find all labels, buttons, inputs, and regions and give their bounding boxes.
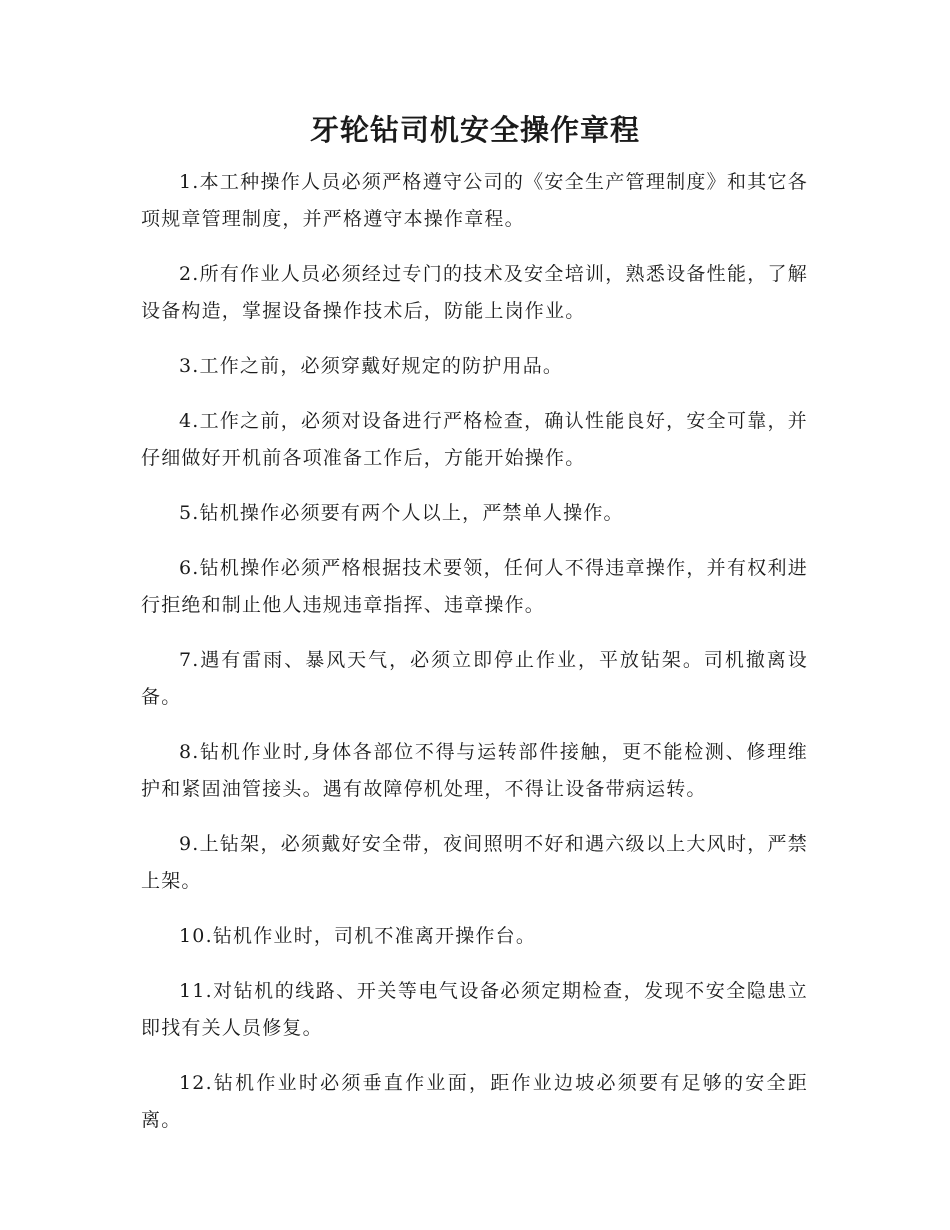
paragraph-6: 6.钻机操作必须严格根据技术要领，任何人不得违章操作，并有权利进行拒绝和制止他人违规违章指挥、违章操作。 (141, 557, 808, 616)
paragraph-5: 5.钻机操作必须要有两个人以上，严禁单人操作。 (179, 502, 624, 524)
paragraph-2: 2.所有作业人员必须经过专门的技术及安全培训，熟悉设备性能，了解设备构造，掌握设备操作技术后，防能上岗作业。 (141, 263, 808, 322)
paragraph-1: 1.本工种操作人员必须严格遵守公司的《安全生产管理制度》和其它各项规章管理制度，并严格遵守本操作章程。 (141, 171, 808, 230)
document-title: 牙轮钻司机安全操作章程 (309, 113, 640, 147)
paragraph-8: 8.钻机作业时,身体各部位不得与运转部件接触，更不能检测、修理维护和紧固油管接头。遇有故障停机处理，不得让设备带病运转。 (141, 741, 808, 800)
paragraph-4: 4.工作之前，必须对设备进行严格检查，确认性能良好，安全可靠，并仔细做好开机前各项准备工作后，方能开始操作。 (141, 410, 808, 469)
paragraph-7: 7.遇有雷雨、暴风天气，必须立即停止作业，平放钻架。司机撤离设备。 (141, 649, 808, 708)
paragraph-12: 12.钻机作业时必须垂直作业面，距作业边坡必须要有足够的安全距离。 (141, 1072, 808, 1131)
paragraph-3: 3.工作之前，必须穿戴好规定的防护用品。 (179, 355, 564, 377)
paragraph-11: 11.对钻机的线路、开关等电气设备必须定期检查，发现不安全隐患立即找有关人员修复。 (141, 980, 808, 1039)
paragraph-10: 10.钻机作业时，司机不准离开操作台。 (179, 925, 537, 947)
paragraph-9: 9.上钻架，必须戴好安全带，夜间照明不好和遇六级以上大风时，严禁上架。 (141, 833, 808, 892)
document-body (141, 164, 808, 1157)
